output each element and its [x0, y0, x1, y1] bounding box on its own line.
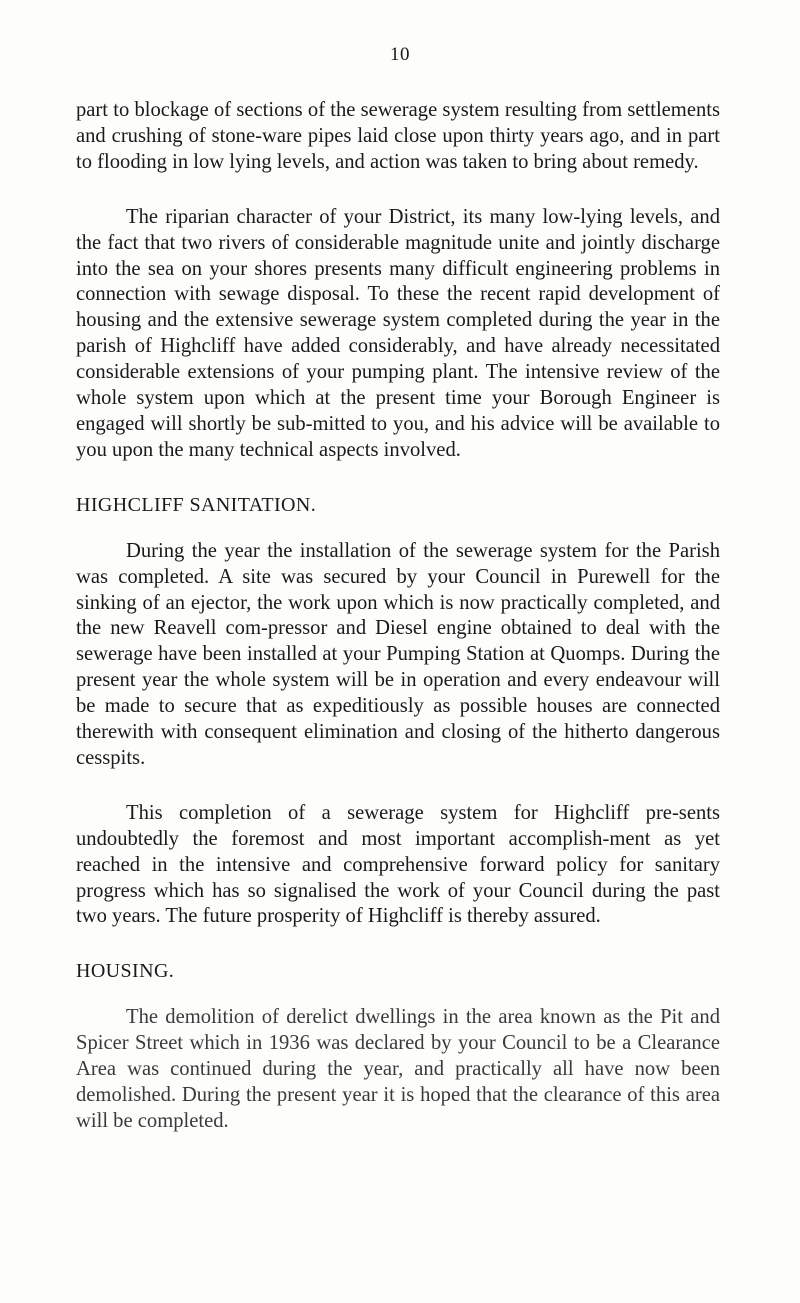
document-body — [76, 98, 720, 1135]
paragraph-continued: part to blockage of sections of the sewerage system resulting from settlements and crushing of stone-ware pipes laid close upon thirty years ago, and in part to flooding in low lying levels, and action was taken to bring about remedy. — [76, 99, 720, 173]
heading-highcliff-sanitation: HIGHCLIFF SANITATION. — [76, 493, 317, 516]
paragraph-highcliff-installation: During the year the installation of the sewerage system for the Parish was completed. A site was secured by your Council in Purewell for the sinking of an ejector, the work upon which is now practically completed, and the new Reavell com-pressor and Diesel engine obtained to deal with the sewerage have been installed at your Pumping Station at Quomps. During the present year the whole system will be in operation and every endeavour will be made to secure that as expeditiously as possible houses are connected therewith with consequent elimination and closing of the hitherto dangerous cesspits. — [76, 539, 720, 769]
paragraph-riparian-character: The riparian character of your District, its many low-lying levels, and the fact that two rivers of considerable magnitude unite and jointly discharge into the sea on your shores presents many difficult engineering problems in connection with sewage disposal. To these the recent rapid development of housing and the extensive sewerage system completed during the year in the parish of Highcliff have added considerably, and have already necessitated considerable extensions of your pumping plant. The intensive review of the whole system upon which at the present time your Borough Engineer is engaged will shortly be sub-mitted to you, and his advice will be available to you upon the many technical aspects involved. — [76, 205, 720, 461]
paragraph-highcliff-completion: This completion of a sewerage system for Highcliff pre-sents undoubtedly the foremost and most important accomplish-ment as yet reached in the intensive and comprehensive forward policy for sanitary progress which has so signalised the work of your Council during the past two years. The future prosperity of Highcliff is thereby assured. — [76, 801, 720, 928]
heading-housing: HOUSING. — [76, 960, 175, 983]
paragraph-housing-demolition: The demolition of derelict dwellings in the area known as the Pit and Spicer Street which in 1936 was declared by your Council to be a Clearance Area was continued during the year, and practically all have now been demolished. During the present year it is hoped that the clearance of this area will be completed. — [76, 1006, 720, 1132]
page-number: 10 — [390, 44, 410, 65]
